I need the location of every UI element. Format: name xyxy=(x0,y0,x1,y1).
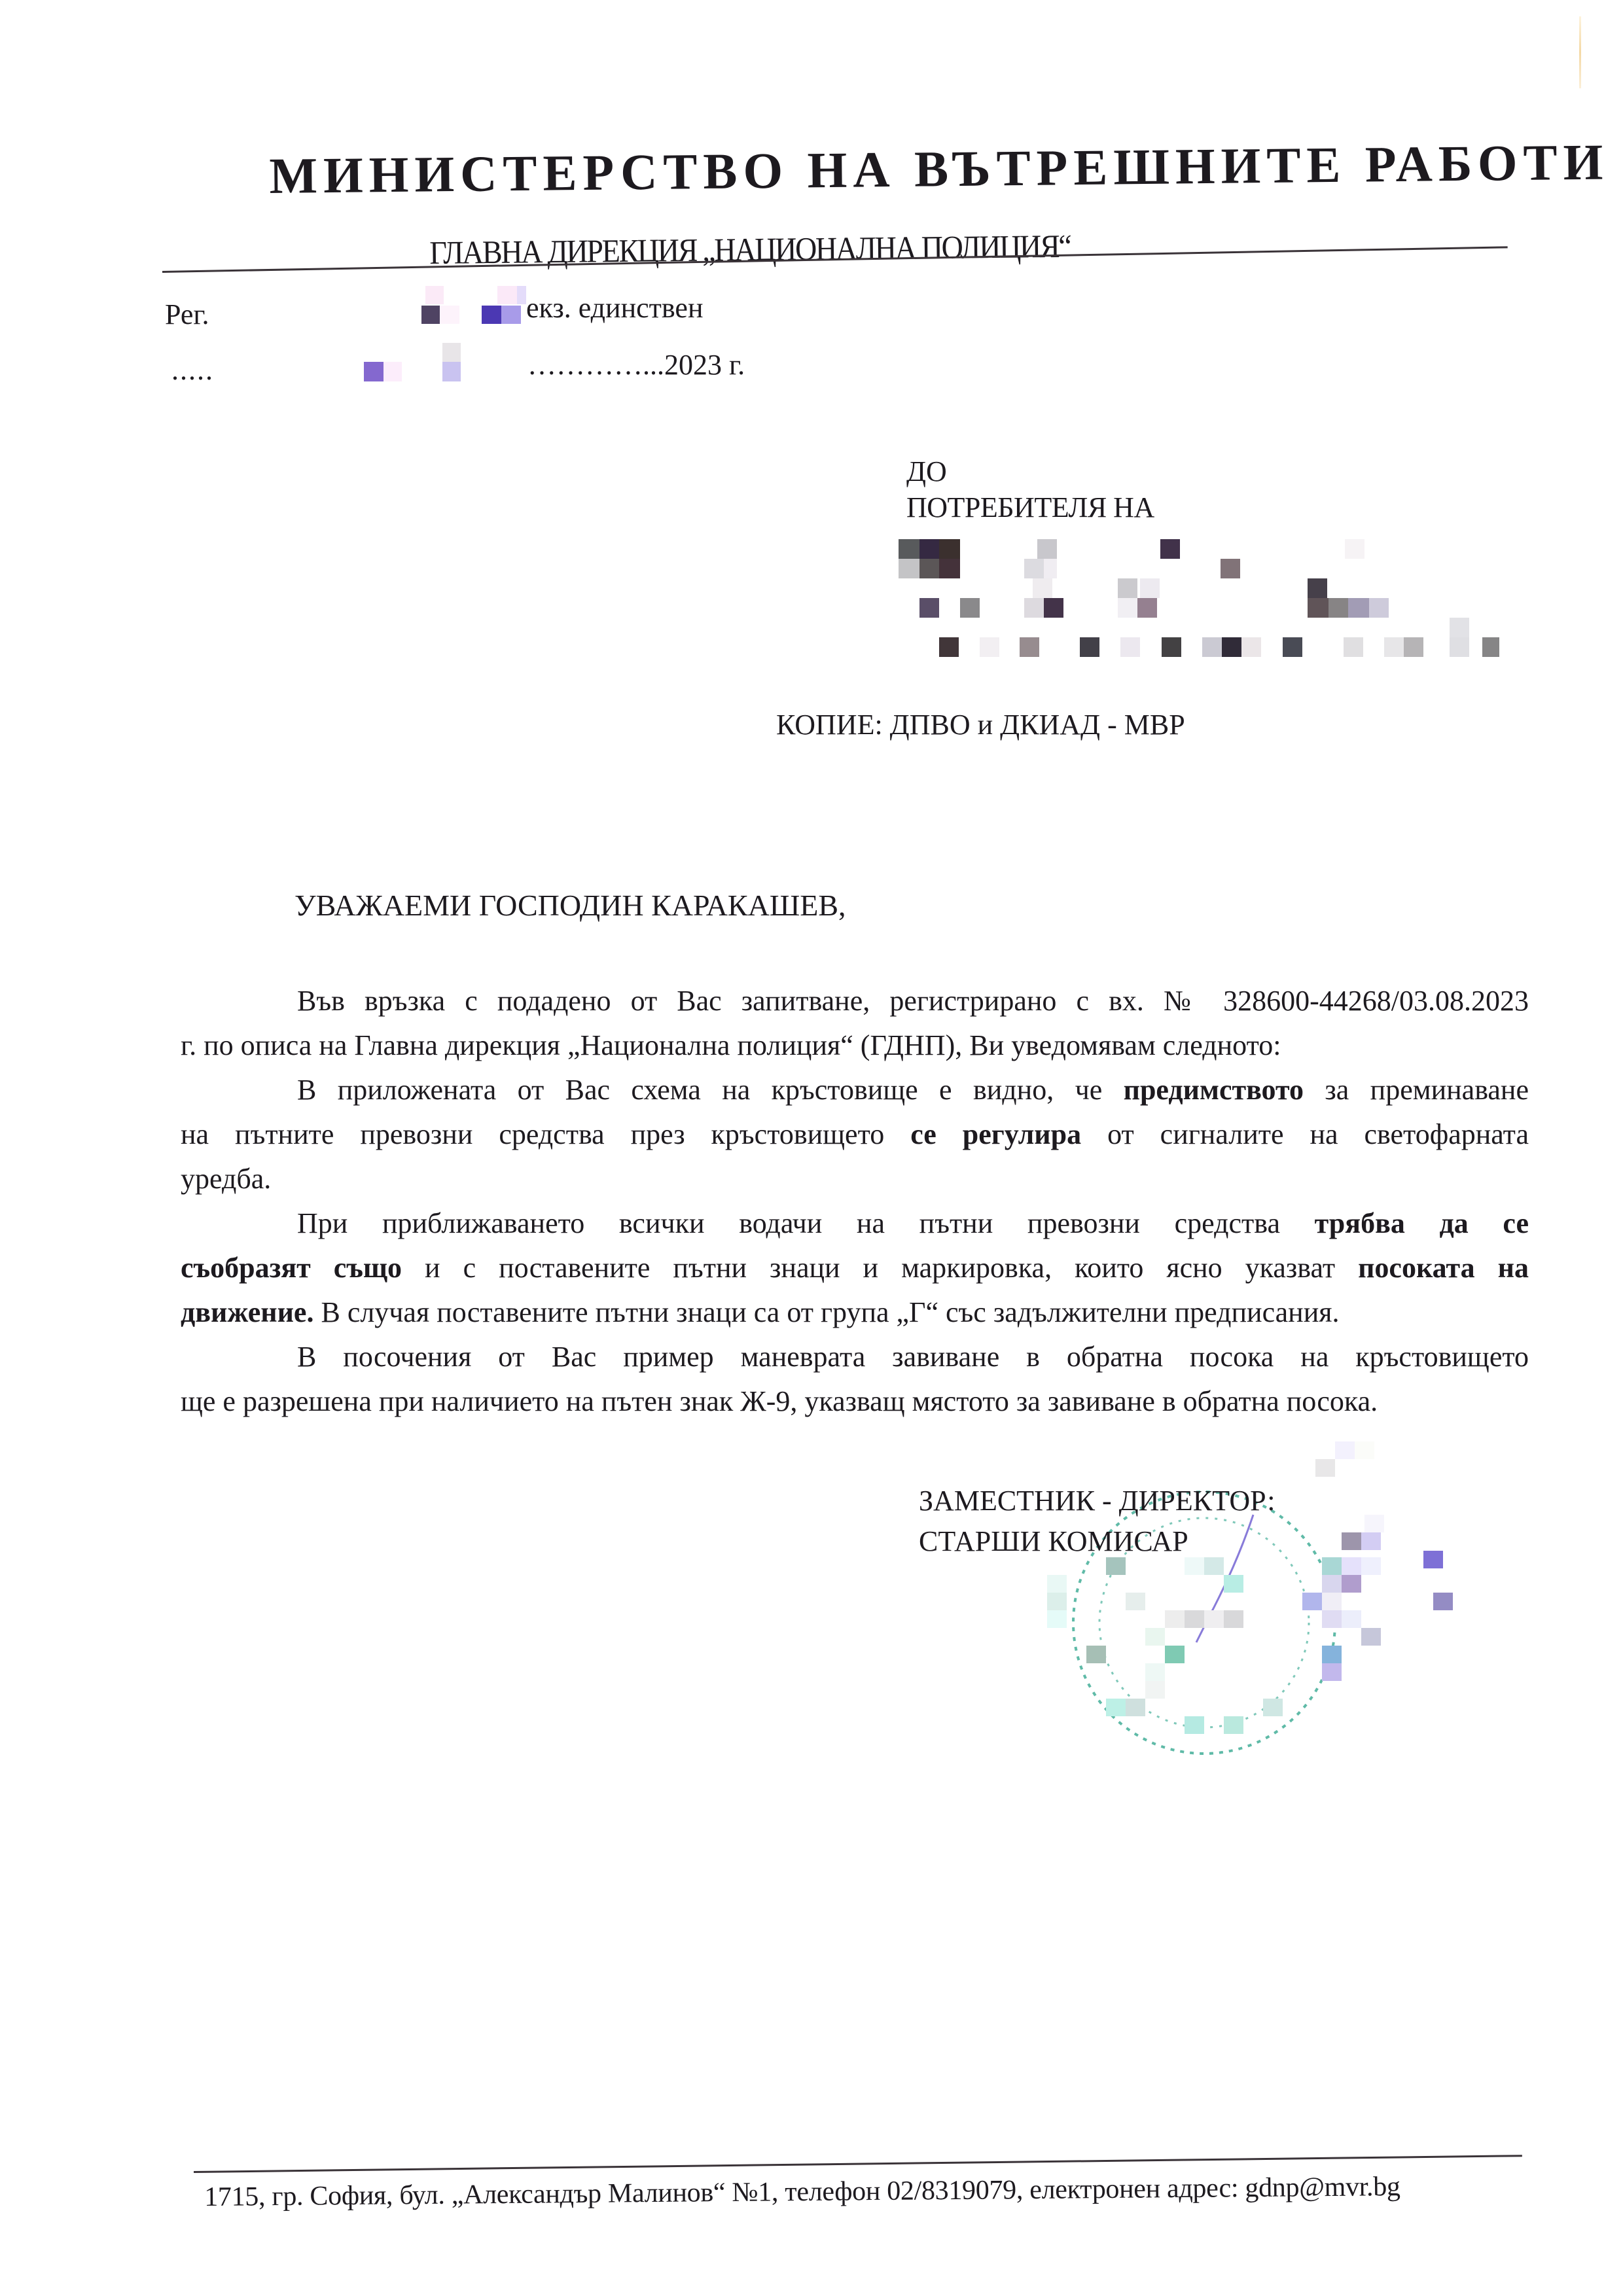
emphasis-must: трябва да се xyxy=(1314,1207,1529,1239)
footer-divider xyxy=(194,2155,1522,2173)
body-paragraph-2-line-3: уредба. xyxy=(181,1163,272,1195)
registration-date-dots: ..... xyxy=(171,354,214,386)
body-paragraph-3-line-3 xyxy=(181,1290,1529,1335)
text-run: на пътните превозни средства през кръстовището xyxy=(181,1118,911,1150)
scan-edge-mark xyxy=(1579,16,1581,88)
text-run: В случая поставените пътни знаци са от група „Г“ със задължителни предписания. xyxy=(313,1296,1340,1328)
body-paragraph-1-line-2: г. по описа на Главна дирекция „Национална полиция“ (ГДНП), Ви уведомявам следното: xyxy=(181,1029,1281,1061)
body-paragraph-3-line-1 xyxy=(181,1201,1529,1246)
emphasis-movement: движение. xyxy=(181,1296,314,1328)
emphasis-direction: посоката на xyxy=(1358,1252,1529,1284)
salutation: УВАЖАЕМИ ГОСПОДИН КАРАКАШЕВ, xyxy=(294,889,846,922)
recipient-line: ПОТРЕБИТЕЛЯ НА xyxy=(906,491,1154,523)
registration-label: Рег. xyxy=(165,298,209,330)
ministry-title: МИНИСТЕРСТВО НА ВЪТРЕШНИТЕ РАБОТИ xyxy=(269,133,1609,204)
body-paragraph-3-line-2 xyxy=(181,1246,1529,1290)
text-run: и с поставените пътни знаци и маркировка, които ясно указват xyxy=(402,1252,1359,1284)
registration-date: …………...2023 г. xyxy=(527,349,745,381)
body-paragraph-1-line-1: Във връзка с подадено от Вас запитване, регистрирано с вх. № 328600-44268/03.08.2023 xyxy=(297,985,1529,1017)
letter-body xyxy=(181,979,1529,1424)
body-paragraph-2-line-2 xyxy=(181,1112,1529,1157)
directorate-subtitle: ГЛАВНА ДИРЕКЦИЯ „НАЦИОНАЛНА ПОЛИЦИЯ“ xyxy=(429,227,1071,271)
signatory-title: ЗАМЕСТНИК - ДИРЕКТОР: xyxy=(919,1485,1275,1517)
footer-address: 1715, гр. София, бул. „Александър Малинов“ №1, телефон 02/8319079, електронен адрес: gdnp@mvr.bg xyxy=(204,2172,1400,2212)
copy-count-note: екз. единствен xyxy=(526,292,704,324)
body-paragraph-4-line-2: ще е разрешена при наличието на пътен знак Ж-9, указващ мястото за завиване в обратна посока. xyxy=(181,1385,1378,1417)
text-run: за преминаване xyxy=(1304,1074,1529,1106)
signatory-rank: СТАРШИ КОМИСАР xyxy=(919,1525,1188,1557)
body-paragraph-4-line-1: В посочения от Вас пример маневрата завиване в обратна посока на кръстовището xyxy=(297,1341,1529,1373)
text-run: В приложената от Вас схема на кръстовище е видно, че xyxy=(297,1074,1124,1106)
text-run: При приближаването всички водачи на пътни превозни средства xyxy=(297,1207,1315,1239)
copy-to-line: КОПИЕ: ДПВО и ДКИАД - МВР xyxy=(776,709,1185,741)
emphasis-comply: съобразят също xyxy=(181,1252,402,1284)
recipient-to-label: ДО xyxy=(906,455,947,487)
text-run: от сигналите на светофарната xyxy=(1081,1118,1529,1150)
body-paragraph-2-line-1 xyxy=(181,1068,1529,1112)
emphasis-priority: предимството xyxy=(1123,1074,1304,1106)
emphasis-regulated: се регулира xyxy=(910,1118,1082,1150)
